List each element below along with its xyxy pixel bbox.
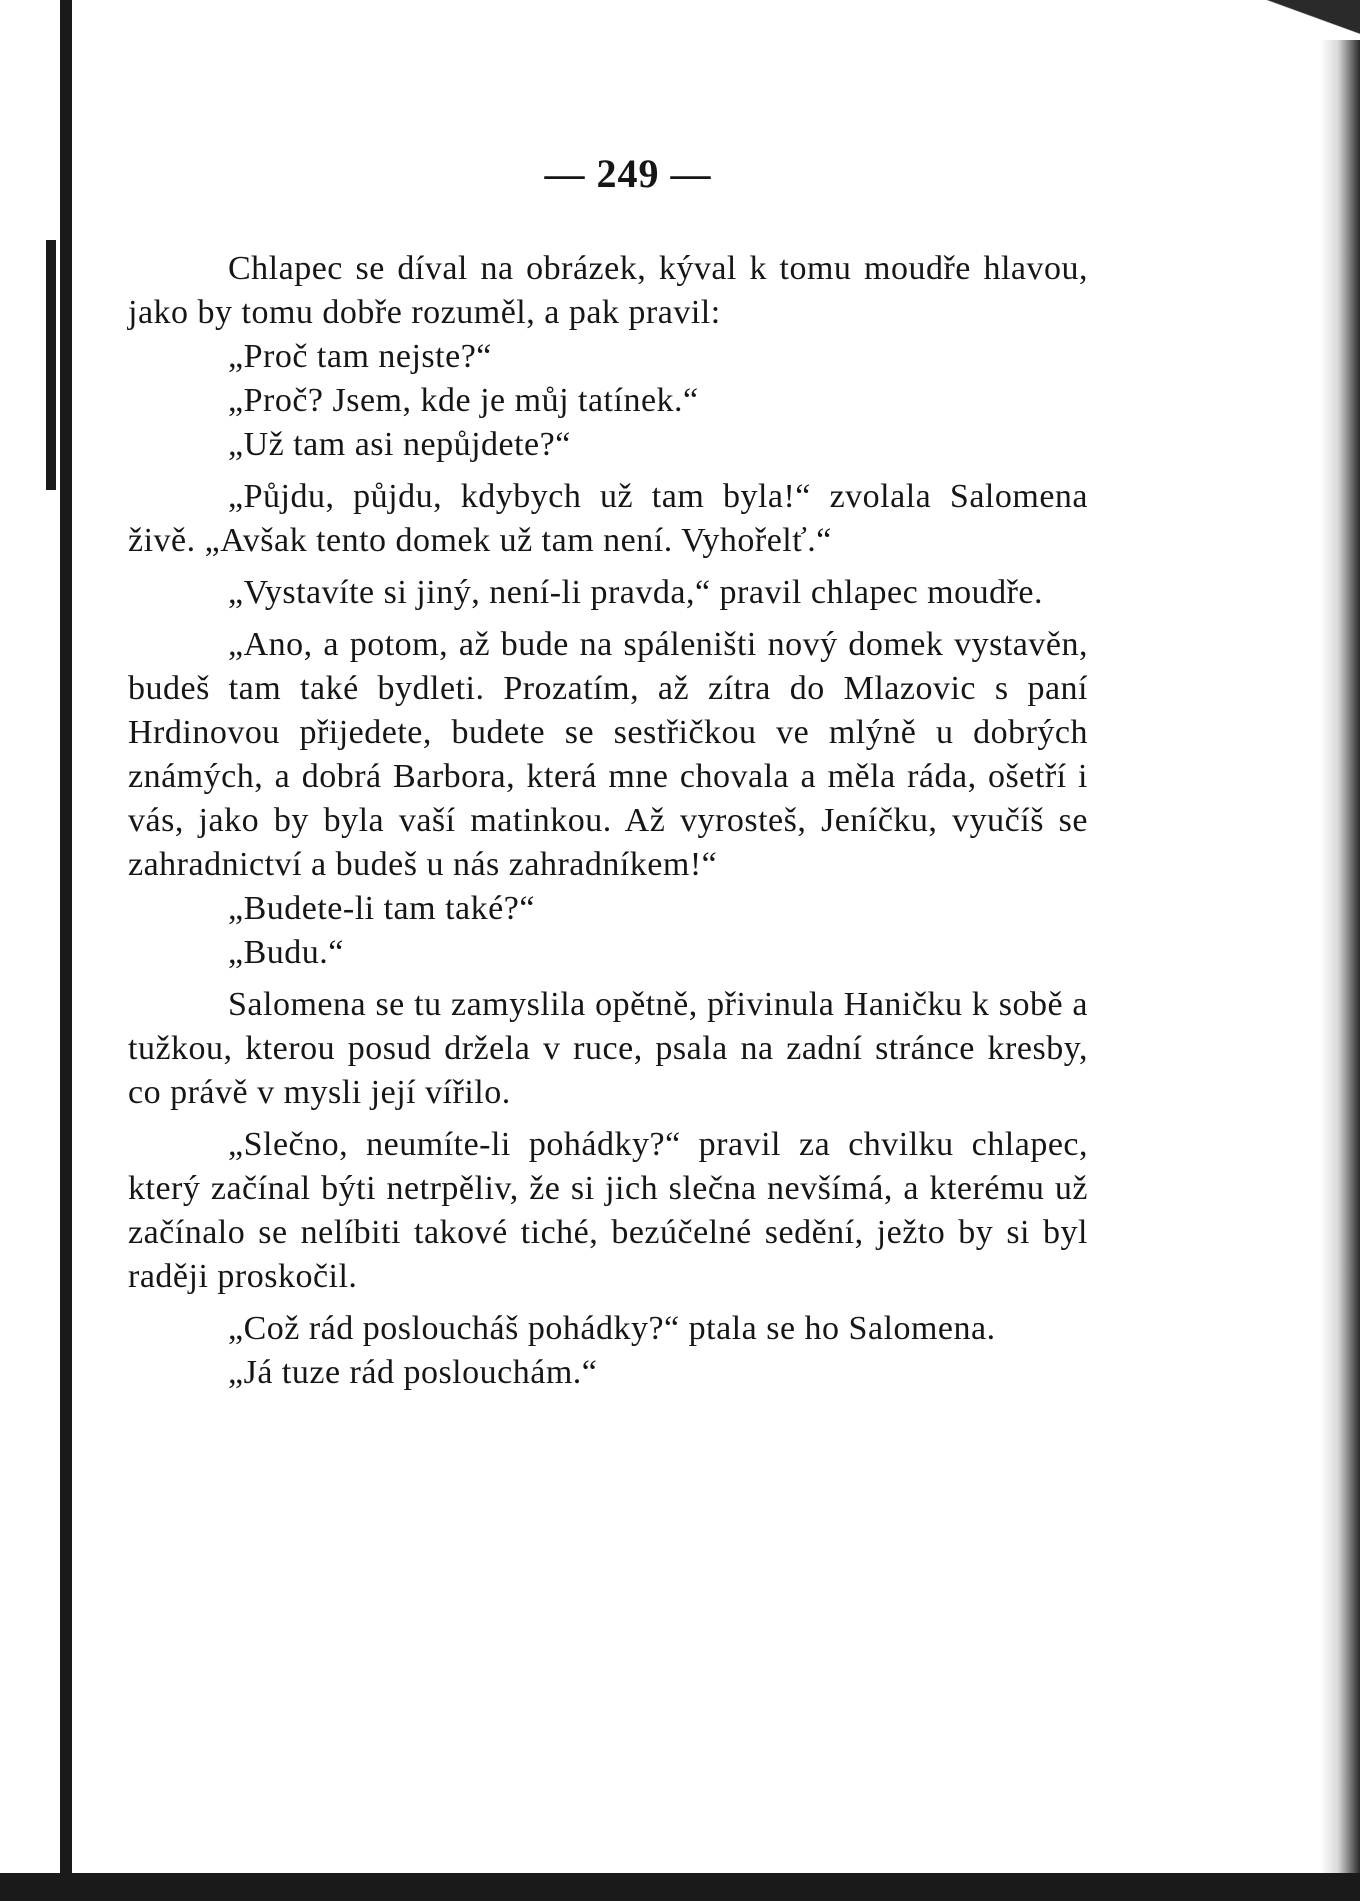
bottom-edge-shadow bbox=[0, 1873, 1360, 1901]
paragraph: Chlapec se díval na obrázek, kýval k tomu moudře hlavou, jako by tomu dobře rozuměl, a pak pravil: bbox=[128, 250, 1088, 331]
paragraph: „Což rád posloucháš pohádky?“ ptala se ho Salomena. bbox=[228, 1310, 996, 1347]
paragraph: „Budete-li tam také?“ bbox=[228, 890, 535, 927]
paragraph: „Proč tam nejste?“ bbox=[228, 338, 492, 375]
page-number: — 249 — bbox=[544, 151, 712, 196]
page-edge-shadow bbox=[1320, 40, 1360, 1901]
paragraph: „Slečno, neumíte-li pohádky?“ pravil za chvilku chlapec, který začínal býti netrpěliv, že si jich slečna nevšímá, a kterému už začínalo se nelíbiti takové tiché, bezúčelné sedění, ježto by si byl raději proskočil. bbox=[128, 1126, 1088, 1295]
paragraph: „Já tuze rád poslouchám.“ bbox=[228, 1354, 598, 1391]
paragraph: „Vystavíte si jiný, není-li pravda,“ pravil chlapec moudře. bbox=[228, 574, 1044, 611]
paragraph: Salomena se tu zamyslila opětně, přivinula Haničku k sobě a tužkou, kterou posud držela v ruce, psala na zadní stránce kresby, co právě v mysli její vířilo. bbox=[128, 986, 1088, 1111]
left-margin-mark bbox=[46, 240, 56, 490]
binding-shadow bbox=[60, 0, 72, 1901]
paragraph: „Půjdu, půjdu, kdybych už tam byla!“ zvolala Salomena živě. „Avšak tento domek už tam není. Vyhořelť.“ bbox=[128, 478, 1088, 559]
paragraph: „Už tam asi nepůjdete?“ bbox=[228, 426, 571, 463]
paragraph: „Budu.“ bbox=[228, 934, 344, 971]
text-block bbox=[128, 150, 1088, 1395]
paragraph: „Ano, a potom, až bude na spáleništi nový domek vystavěn, budeš tam také bydleti. Prozatím, až zítra do Mlazovic s paní Hrdinovou přijedete, budete se sestřičkou ve mlýně u dobrých známých, a dobrá Barbora, která mne chovala a měla ráda, ošetří i vás, jako by byla vaší matinkou. Až vyrosteš, Jeníčku, vyučíš se zahradnictví a budeš u nás zahradníkem!“ bbox=[128, 626, 1088, 883]
paragraph: „Proč? Jsem, kde je můj tatínek.“ bbox=[228, 382, 699, 419]
